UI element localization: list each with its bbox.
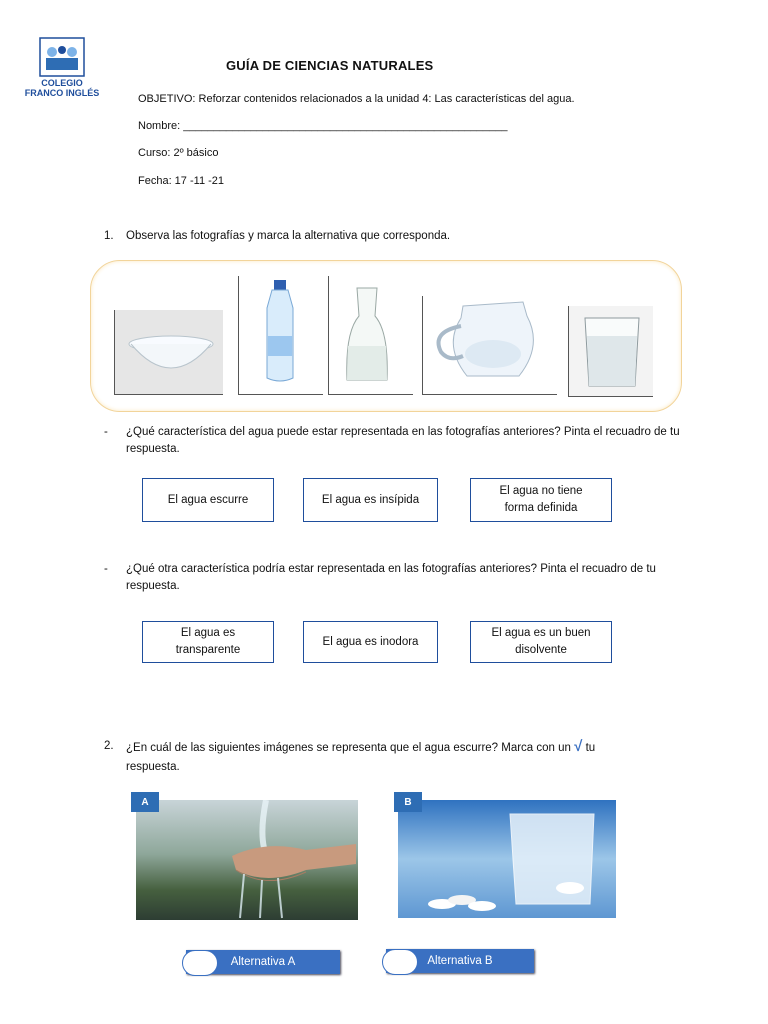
question-1-number: 1. bbox=[104, 230, 114, 242]
option-label: El agua escurre bbox=[167, 493, 249, 506]
course-text: Curso: 2º básico bbox=[138, 147, 219, 159]
option-el-agua-es-transparente[interactable] bbox=[142, 621, 274, 663]
glass-photo bbox=[568, 306, 653, 397]
sub1-text: ¿Qué característica del agua puede estar representada en las fotografías anteriores? Pinta el recuadro de tu respuesta. bbox=[126, 426, 680, 455]
school-name bbox=[14, 78, 110, 98]
carafe-photo bbox=[328, 276, 413, 395]
alternative-b-label: Alternativa B bbox=[427, 955, 493, 967]
page-title: GUÍA DE CIENCIAS NATURALES bbox=[226, 58, 434, 73]
question-2-text-line2: respuesta. bbox=[126, 761, 180, 773]
image-b-badge: B bbox=[394, 792, 422, 812]
sub1-dash: - bbox=[104, 426, 108, 438]
question-2-text bbox=[126, 738, 706, 757]
question-1-text: Observa las fotografías y marca la alternativa que corresponda. bbox=[126, 230, 451, 242]
alternative-b-radio[interactable] bbox=[382, 949, 418, 975]
sub2-text: ¿Qué otra característica podría estar representada en las fotografías anteriores? Pinta el recuadro de tu respuesta. bbox=[126, 563, 656, 592]
alternative-a-label: Alternativa A bbox=[230, 956, 296, 968]
option-label: El agua es transparente bbox=[175, 627, 241, 656]
objective-text: OBJETIVO: Reforzar contenidos relacionados a la unidad 4: Las características del agua. bbox=[138, 93, 575, 105]
carafe-icon bbox=[329, 276, 413, 394]
checkmark-icon: √ bbox=[574, 738, 583, 755]
alternative-a-radio[interactable] bbox=[182, 950, 218, 976]
date-text: Fecha: 17 -11 -21 bbox=[138, 175, 225, 187]
jug-photo bbox=[422, 296, 557, 395]
question-2-text-part2: tu bbox=[585, 742, 596, 754]
image-a-badge: A bbox=[131, 792, 159, 812]
image-a-hands-water bbox=[136, 800, 358, 920]
option-label: El agua es inodora bbox=[322, 635, 419, 648]
name-field[interactable]: Nombre: _____________________________________________________ bbox=[138, 120, 508, 132]
glass-icon bbox=[569, 306, 653, 396]
bowl-photo bbox=[114, 310, 223, 395]
school-name-line1: COLEGIO bbox=[41, 78, 83, 88]
option-buen-disolvente[interactable] bbox=[470, 621, 612, 663]
option-label: El agua es un buen disolvente bbox=[491, 627, 591, 656]
bottle-icon bbox=[239, 276, 323, 394]
sub2-dash: - bbox=[104, 563, 108, 575]
tablet-glass-icon bbox=[398, 800, 616, 918]
option-el-agua-es-inodora[interactable] bbox=[303, 621, 438, 663]
school-name-line2: FRANCO INGLÉS bbox=[24, 88, 100, 98]
option-label: El agua es insípida bbox=[321, 493, 420, 506]
question-2-text-part1: ¿En cuál de las siguientes imágenes se representa que el agua escurre? Marca con un bbox=[126, 742, 571, 754]
question-2-number: 2. bbox=[104, 740, 114, 752]
hands-water-icon bbox=[136, 800, 358, 920]
option-el-agua-escurre[interactable] bbox=[142, 478, 274, 522]
bowl-icon bbox=[115, 310, 223, 394]
option-label: El agua no tiene forma definida bbox=[499, 485, 583, 514]
option-sin-forma-definida[interactable] bbox=[470, 478, 612, 522]
bottle-photo bbox=[238, 276, 323, 395]
option-el-agua-es-insipida[interactable] bbox=[303, 478, 438, 522]
jug-icon bbox=[423, 296, 557, 394]
image-b-tablet-glass bbox=[398, 800, 616, 918]
